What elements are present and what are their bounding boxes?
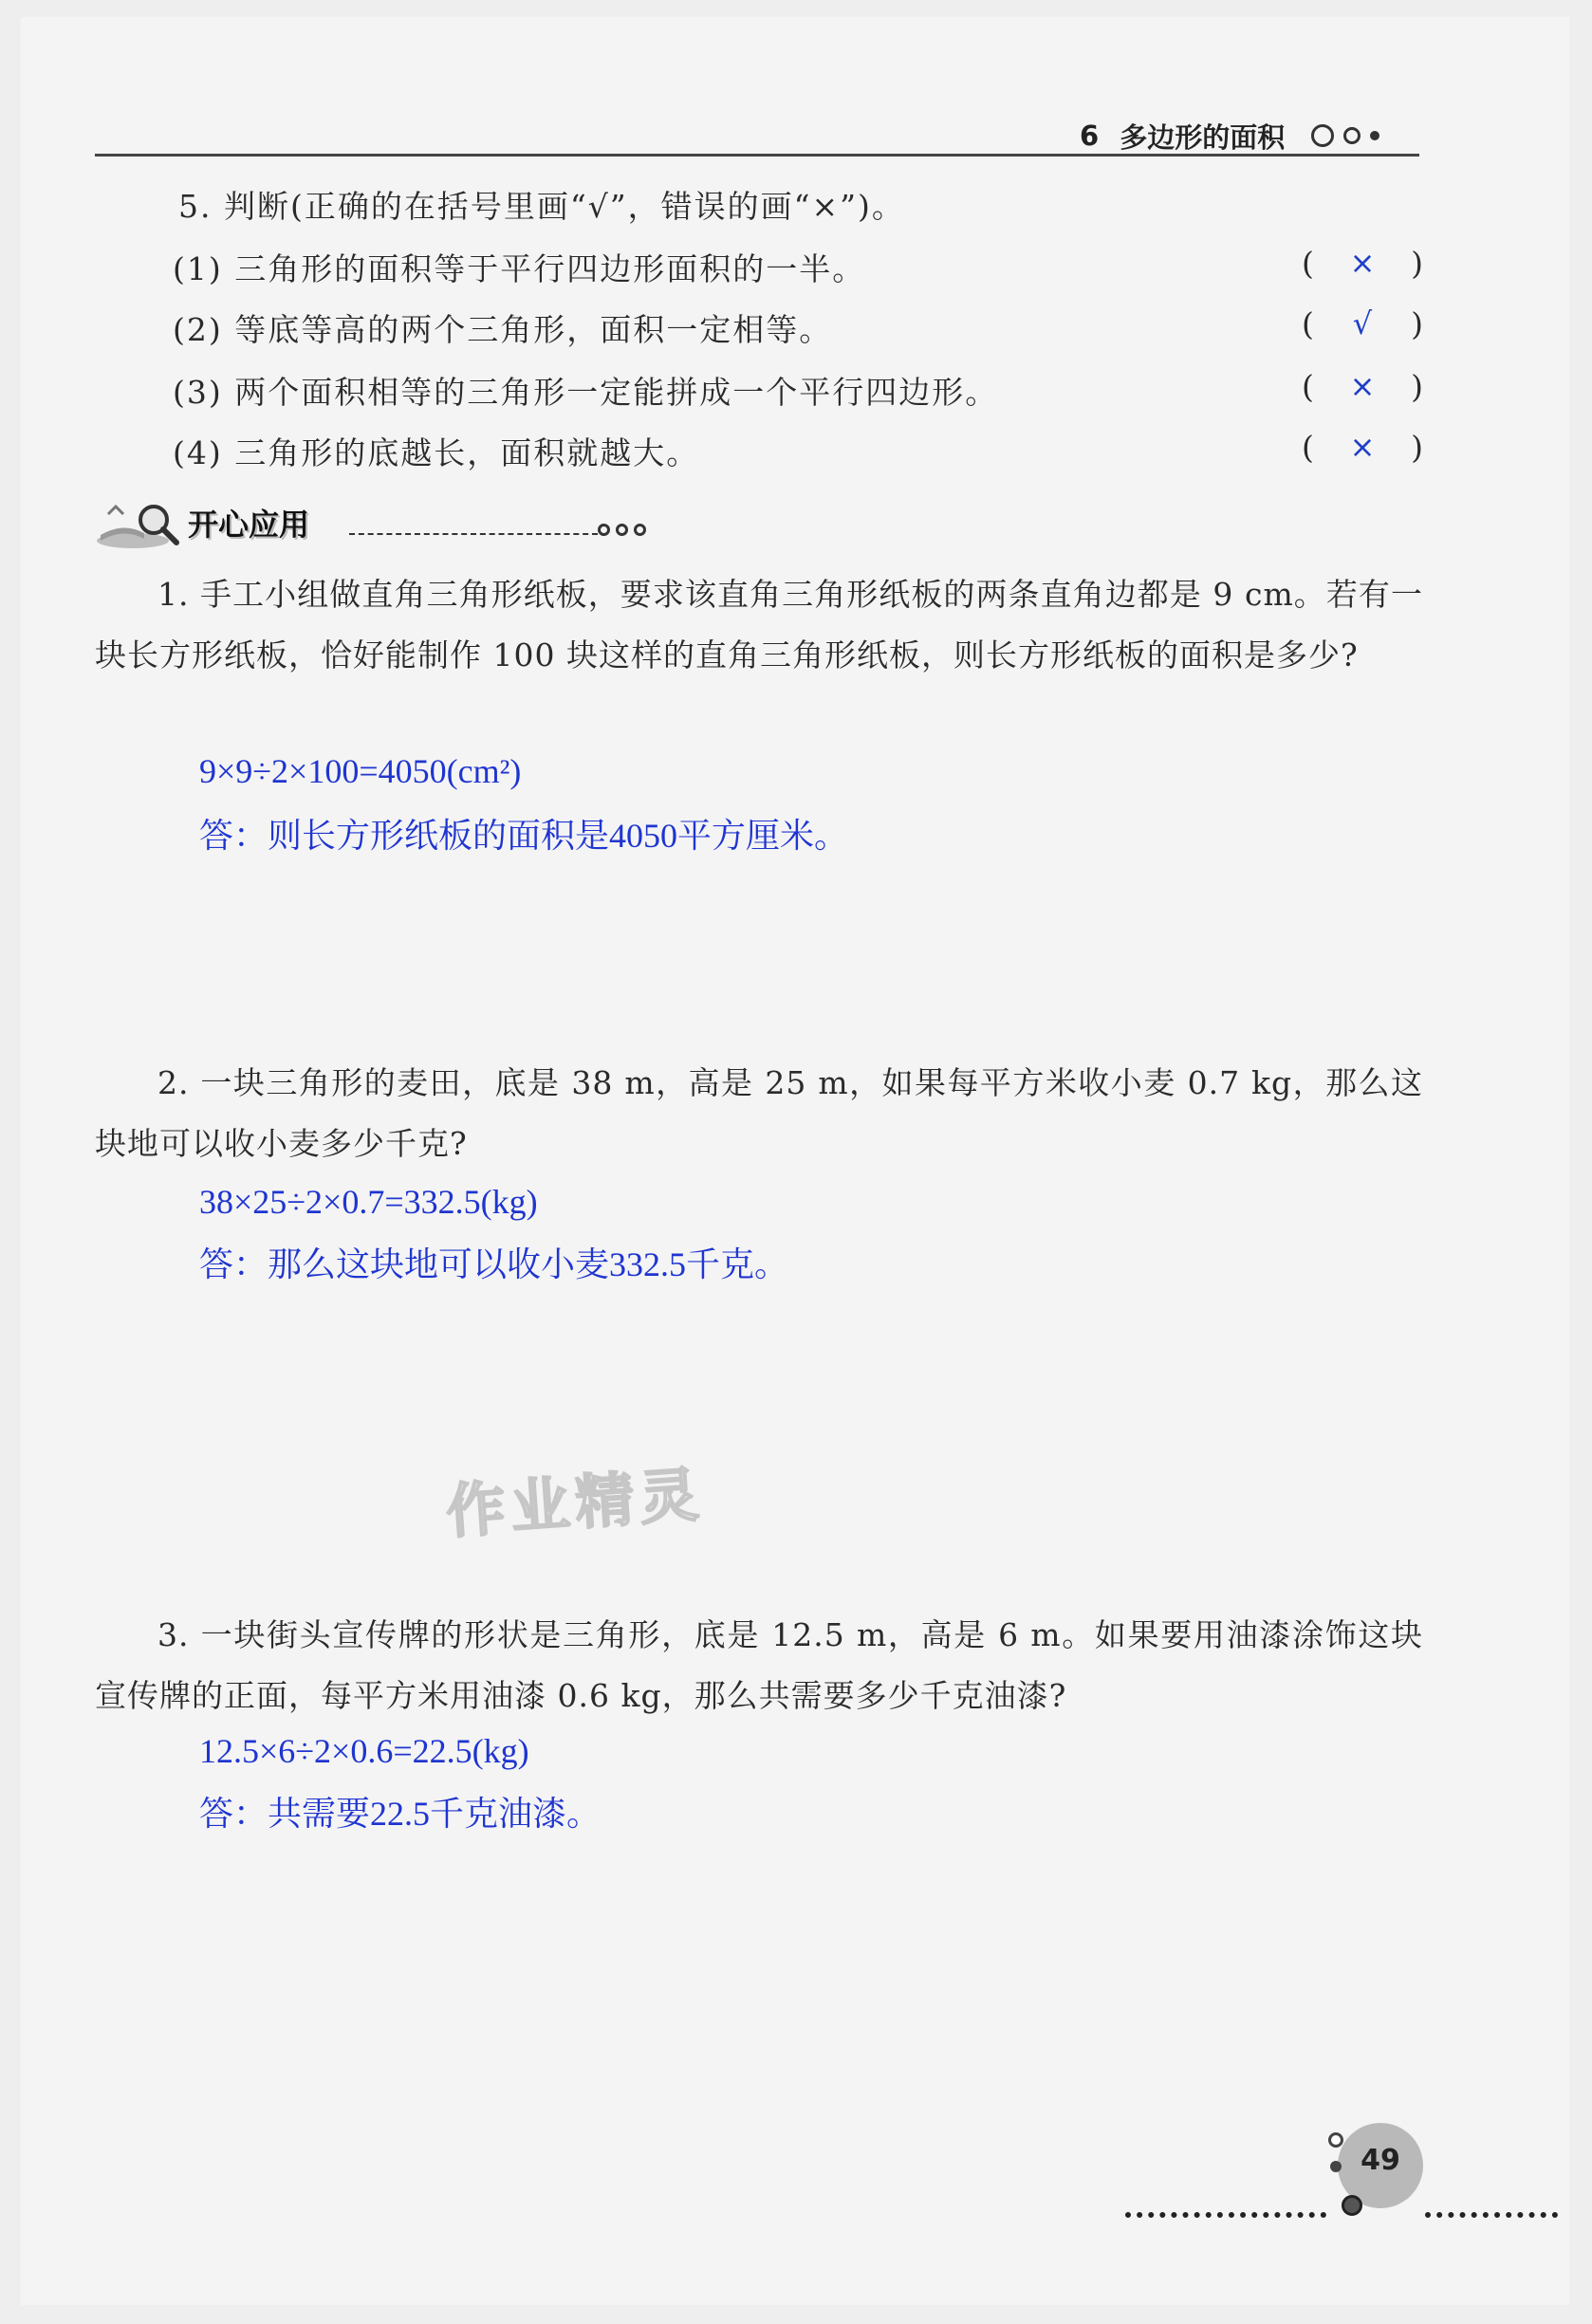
judge-item-3-answer: ( × ) xyxy=(1302,368,1423,405)
judge-item-4-mark: × xyxy=(1349,429,1376,465)
footer-dots-right xyxy=(1425,2212,1558,2218)
judge-item-1-mark: × xyxy=(1349,245,1376,281)
problem-2-answer: 答：那么这块地可以收小麦332.5千克。 xyxy=(199,1245,789,1283)
problem-2-question: 2. 一块三角形的麦田，底是 38 m，高是 25 m，如果每平方米收小麦 0.7 kg，那么这块地可以收小麦多少千克? xyxy=(95,1064,1423,1162)
problem-3-answer: 答：共需要22.5千克油漆。 xyxy=(199,1795,602,1833)
judge-item-2-text: (2) 等底等高的两个三角形，面积一定相等。 xyxy=(173,311,833,348)
judge-item-4-text: (4) 三角形的底越长，面积就越大。 xyxy=(173,434,700,471)
section-dots-icon xyxy=(598,524,646,536)
chapter-header xyxy=(1080,112,1379,159)
page-number: 49 xyxy=(1361,2144,1400,2177)
problem-1-formula: 9×9÷2×100=4050(cm²) xyxy=(199,752,522,790)
judge-item-3-text: (3) 两个面积相等的三角形一定能拼成一个平行四边形。 xyxy=(173,374,999,411)
problem-2-formula: 38×25÷2×0.7=332.5(kg) xyxy=(199,1183,538,1221)
chapter-title: 多边形的面积 xyxy=(1120,120,1286,154)
judge-item-2-mark: √ xyxy=(1352,305,1373,341)
problem-1-question: 1. 手工小组做直角三角形纸板，要求该直角三角形纸板的两条直角边都是 9 cm。若有一块长方形纸板，恰好能制作 100 块这样的直角三角形纸板，则长方形纸板的面积是多少? xyxy=(95,576,1423,673)
problem-1-answer: 答：则长方形纸板的面积是4050平方厘米。 xyxy=(199,817,849,855)
page-number-badge xyxy=(1328,2123,1423,2218)
problem-3-question: 3. 一块街头宣传牌的形状是三角形，底是 12.5 m，高是 6 m。如果要用油漆涂饰这块宣传牌的正面，每平方米用油漆 0.6 kg，那么共需要多少千克油漆? xyxy=(95,1616,1423,1714)
judge-item-2-answer: ( √ ) xyxy=(1302,305,1423,342)
judge-item-1-text: (1) 三角形的面积等于平行四边形面积的一半。 xyxy=(173,250,866,287)
problem-3-formula: 12.5×6÷2×0.6=22.5(kg) xyxy=(199,1732,529,1770)
magnifier-book-icon xyxy=(95,497,182,550)
header-rule xyxy=(95,154,1419,157)
section-heading xyxy=(95,493,588,560)
watermark: 作业精灵 xyxy=(444,1459,707,1547)
section-dash-line xyxy=(349,533,598,535)
judge-item-4-answer: ( × ) xyxy=(1302,429,1423,466)
chapter-number: 6 xyxy=(1080,120,1100,152)
judge-item-1-answer: ( × ) xyxy=(1302,245,1423,282)
judge-instruction: 5. 判断(正确的在括号里画“√”，错误的画“×”)。 xyxy=(178,188,905,225)
header-circles-icon xyxy=(1311,124,1379,147)
judge-item-3-mark: × xyxy=(1349,368,1376,404)
section-title: 开心应用 xyxy=(188,507,310,543)
footer-dots-left xyxy=(1125,2212,1326,2218)
